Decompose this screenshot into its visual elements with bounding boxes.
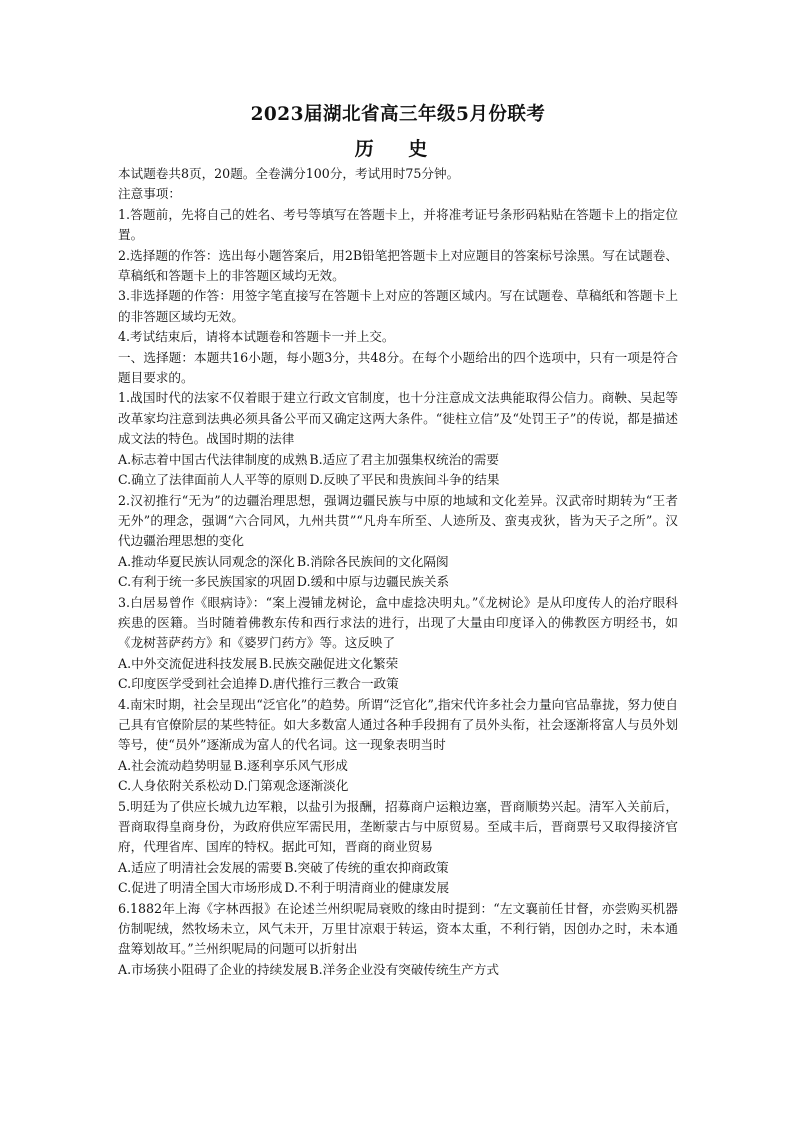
option-c: C.促进了明清全国大市场形成 xyxy=(118,880,283,896)
question-stem: 4.南宋时期，社会呈现出“泛官化”的趋势。所谓“泛官化”,指宋代许多社会力量向官品靠拢，努力使自己具有官僚阶层的某些特征。如大多数富人通过各种手段拥有了员外头衔，社会逐渐将富人与员外划等号，使“员外”逐渐成为富人的代名词。这一现象表明当时 xyxy=(118,696,678,753)
option-a: A.推动华夏民族认同观念的深化 xyxy=(118,553,295,569)
option-row xyxy=(118,858,678,878)
option-a: A.中外交流促进科技发展 xyxy=(118,655,258,671)
option-row xyxy=(118,878,678,898)
option-d: D.缓和中原与边疆民族关系 xyxy=(296,574,450,590)
notice-item: 2.选择题的作答：选出每小题答案后，用2B铅笔把答题卡上对应题目的答案标号涂黑。写在试题卷、草稿纸和答题卡上的非答题区域均无效。 xyxy=(118,247,678,284)
option-b: B.逐利享乐风气形成 xyxy=(233,757,348,773)
question-stem: 1.战国时代的法家不仅着眼于建立行政文官制度，也十分注意成文法典能取得公信力。商鞅、吴起等改革家均注意到法典必须具备公平而又确定这两大条件。“徙柱立信”及“处罚王子”的传说，都是描述成文法的特色。战国时期的法律 xyxy=(118,390,678,447)
option-row xyxy=(118,450,678,470)
question-stem: 2.汉初推行“无为”的边疆治理思想，强调边疆民族与中原的地域和文化差异。汉武帝时期转为“王者无外”的理念，强调“六合同风，九州共贯”“凡舟车所至、人迹所及、蛮夷戎狄，皆为天子之所”。汉代边疆治理思想的变化 xyxy=(118,492,678,549)
option-b: B.民族交融促进文化繁荣 xyxy=(259,655,399,671)
option-c: C.人身依附关系松动 xyxy=(118,778,232,794)
option-c: C.印度医学受到社会追捧 xyxy=(118,676,258,692)
question-stem: 5.明廷为了供应长城九边军粮，以盐引为报酬，招募商户运粮边塞，晋商顺势兴起。清军入关前后，晋商取得皇商身份，为政府供应军需民用，垄断蒙古与中原贸易。至咸丰后，晋商票号又取得接济官府，代理省库、国库的特权。据此可知，晋商的商业贸易 xyxy=(118,798,678,855)
option-a: A.标志着中国古代法律制度的成熟 xyxy=(118,451,308,467)
notice-item: 3.非选择题的作答：用签字笔直接写在答题卡上对应的答题区域内。写在试题卷、草稿纸和答题卡上的非答题区域均无效。 xyxy=(118,288,678,324)
option-a: A.市场狭小阻碍了企业的持续发展 xyxy=(118,961,308,977)
option-b: B.洋务企业没有突破传统生产方式 xyxy=(309,961,499,977)
option-row xyxy=(118,470,678,490)
question-stem: 3.白居易曾作《眼病诗》：“案上漫铺龙树论，盒中虚捻决明丸。”《龙树论》是从印度传人的治疗眼科疾患的医籍。当时随着佛教东传和西行求法的进行，出现了大量由印度译入的佛教医方明经书，如《龙树菩萨药方》和《婆罗门药方》等。这反映了 xyxy=(118,594,678,651)
exam-title: 2023届湖北省高三年级5月份联考 xyxy=(250,104,546,125)
exam-intro: 本试题卷共8页，20题。全卷满分100分，考试用时75分钟。 xyxy=(118,166,460,181)
option-d: D.门第观念逐渐淡化 xyxy=(233,778,349,794)
section-heading: 一、选择题：本题共16小题，每小题3分，共48分。在每个小题给出的四个选项中，只有一项是符合题目要求的。 xyxy=(118,349,678,386)
option-b: B.适应了君主加强集权统治的需要 xyxy=(309,451,499,467)
option-d: D.反映了平民和贵族间斗争的结果 xyxy=(309,472,500,488)
notice-item: 1.答题前，先将自己的姓名、考号等填写在答题卡上，并将准考证号条形码粘贴在答题卡上的指定位置。 xyxy=(118,206,678,243)
option-c: C.有利于统一多民族国家的巩固 xyxy=(118,574,295,590)
option-row xyxy=(118,654,678,674)
notice-item: 4.考试结束后，请将本试题卷和答题卡一并上交。 xyxy=(118,329,395,345)
subject-title: 历 史 xyxy=(354,138,442,160)
option-row xyxy=(118,960,678,980)
option-b: B.突破了传统的重农抑商政策 xyxy=(284,859,449,875)
option-row xyxy=(118,756,678,776)
option-d: D.唐代推行三教合一政策 xyxy=(259,676,399,692)
exam-page xyxy=(118,102,678,980)
option-row xyxy=(118,572,678,592)
option-row xyxy=(118,552,678,572)
option-row xyxy=(118,776,678,796)
option-row xyxy=(118,674,678,694)
notice-heading: 注意事项： xyxy=(118,186,181,202)
question-stem: 6.1882年上海《字林西报》在论述兰州织呢局衰败的缘由时提到：“左文襄前任甘督，亦尝购买机器仿制呢绒，然牧场未立，风气未开，万里甘凉艰于转运，资本太重，不利行销，因创办之时，未本通盘筹划故耳。”兰州织呢局的问题可以折射出 xyxy=(118,900,678,957)
option-d: D.不利于明清商业的健康发展 xyxy=(284,880,450,896)
option-b: B.消除各民族间的文化隔阂 xyxy=(296,553,449,569)
option-a: A.适应了明清社会发展的需要 xyxy=(118,859,283,875)
option-a: A.社会流动趋势明显 xyxy=(118,757,232,773)
option-c: C.确立了法律面前人人平等的原则 xyxy=(118,472,308,488)
